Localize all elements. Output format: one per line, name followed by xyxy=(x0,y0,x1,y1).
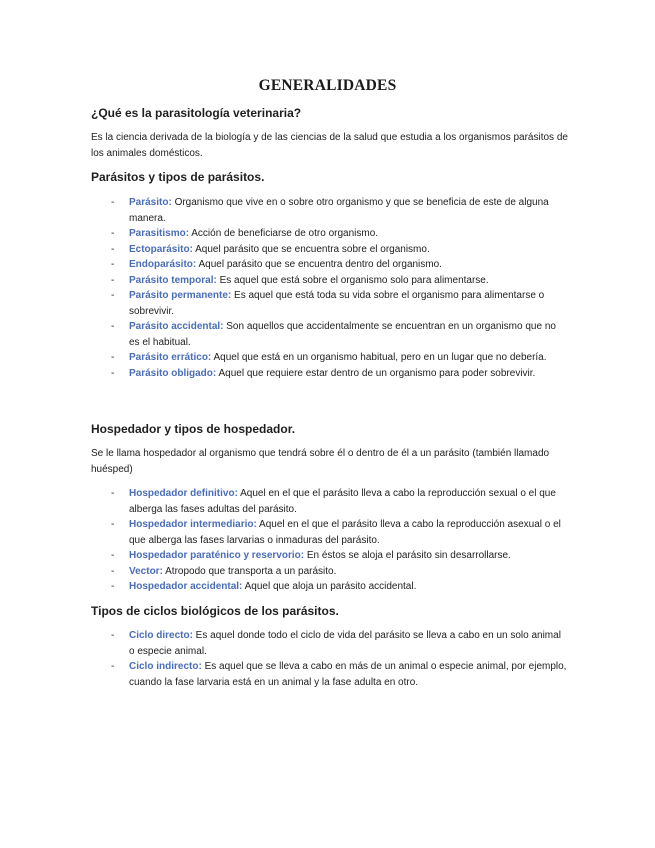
list-item: - Endoparásito: Aquel parásito que se encuentra dentro del organismo. xyxy=(111,259,442,270)
list-item-text: Aquel que aloja un parásito accidental. xyxy=(242,581,417,592)
list-item: - Parasitismo: Acción de beneficiarse de otro organismo. xyxy=(111,228,379,239)
list-item-text: Es aquel que está sobre el organismo solo para alimentarse. xyxy=(216,274,489,286)
list-item: - Ectoparásito: Aquel parásito que se encuentra sobre el organismo. xyxy=(111,243,430,255)
list-item: - Parásito: Organismo que vive en o sobre otro organismo y que se beneficia de este de alguna manera. xyxy=(111,197,549,224)
list-item-text: Aquel que requiere estar dentro de un organismo para poder sobrevivir. xyxy=(216,367,536,379)
list-item-text: Son aquellos que accidentalmente se encuentran en un organismo que no es el habitual. xyxy=(129,321,556,348)
section-heading-ciclos: Tipos de ciclos biológicos de los parásitos. xyxy=(91,604,339,618)
list-item: - Parásito errático: Aquel que está en un organismo habitual, pero en un lugar que no debería. xyxy=(111,352,547,363)
list-item-term: Ectoparásito: xyxy=(129,243,193,255)
list-item-text: Es aquel que está toda su vida sobre el organismo para alimentarse o sobrevivir. xyxy=(129,290,545,317)
list-item-term: Ciclo directo: xyxy=(129,630,193,641)
list-item-term: Hospedador definitivo: xyxy=(129,488,238,499)
list-item: - Hospedador paraténico y reservorio: En éstos se aloja el parásito sin desarrollarse. xyxy=(111,550,511,561)
list-item-text: Es aquel que se lleva a cabo en más de un animal o especie animal, por ejemplo, cuando la fase larvaria está en un animal y la fase adulta en otro. xyxy=(129,661,567,688)
list-item: - Hospedador definitivo: Aquel en el que el parásito lleva a cabo la reproducción sexual o el que alberga las fases adultas del parásito. xyxy=(111,488,556,515)
list-item-term: Parásito permanente: xyxy=(129,290,232,301)
list-item-term: Hospedador accidental: xyxy=(129,581,243,592)
list-item: - Parásito temporal: Es aquel que está sobre el organismo solo para alimentarse. xyxy=(111,274,489,286)
list-item-text: Aquel que está en un organismo habitual, pero en un lugar que no debería. xyxy=(211,352,547,363)
list-item: - Ciclo directo: Es aquel donde todo el ciclo de vida del parásito se lleva a cabo en un solo animal o especie animal. xyxy=(111,630,561,657)
list-item-term: Vector: xyxy=(129,565,163,577)
section-heading-parasitos: Parásitos y tipos de parásitos. xyxy=(91,170,265,184)
parasite-types-list xyxy=(0,195,569,381)
list-item-text: En éstos se aloja el parásito sin desarrollarse. xyxy=(304,550,511,561)
section-heading-hospedador: Hospedador y tipos de hospedador. xyxy=(91,422,296,436)
list-item: - Parásito permanente: Es aquel que está toda su vida sobre el organismo para alimentarse o sobrevivir. xyxy=(111,290,545,317)
host-types-list xyxy=(0,486,569,595)
list-item-term: Parásito accidental: xyxy=(129,321,224,332)
list-item-text: Es aquel donde todo el ciclo de vida del parásito se lleva a cabo en un solo animal o especie animal. xyxy=(129,630,561,657)
list-item-term: Endoparásito: xyxy=(129,259,197,270)
list-item-text: Atropodo que transporta a un parásito. xyxy=(162,565,337,577)
list-item-term: Parasitismo: xyxy=(129,228,190,239)
list-item-term: Hospedador paraténico y reservorio: xyxy=(129,550,305,561)
cycle-types-list xyxy=(0,628,569,690)
list-item: - Parásito obligado: Aquel que requiere estar dentro de un organismo para poder sobrevivir. xyxy=(111,367,536,379)
list-item-text: Aquel parásito que se encuentra sobre el organismo. xyxy=(192,243,430,255)
list-item: - Vector: Atropodo que transporta a un parásito. xyxy=(111,565,337,577)
list-item-term: Hospedador intermediario: xyxy=(129,519,257,530)
list-item-text: Aquel parásito que se encuentra dentro del organismo. xyxy=(196,259,442,270)
page-title: GENERALIDADES xyxy=(258,77,397,94)
list-item-term: Parásito: xyxy=(129,197,172,208)
list-item-term: Parásito obligado: xyxy=(129,367,217,379)
list-item-term: Ciclo indirecto: xyxy=(129,661,202,672)
list-item: - Hospedador accidental: Aquel que aloja un parásito accidental. xyxy=(111,581,417,592)
list-item-term: Parásito errático: xyxy=(129,352,212,363)
list-item: - Parásito accidental: Son aquellos que accidentalmente se encuentran en un organismo que no es el habitual. xyxy=(111,321,556,348)
section-paragraph-hospedador: Se le llama hospedador al organismo que tendrá sobre él o dentro de él a un parásito (también llamado huésped) xyxy=(91,448,550,475)
list-item: - Ciclo indirecto: Es aquel que se lleva a cabo en más de un animal o especie animal, por ejemplo, cuando la fase larvaria está en un animal y la fase adulta en otro. xyxy=(111,661,567,688)
list-item-text: Aquel en el que el parásito lleva a cabo la reproducción asexual o el que alberga las fases larvarias o inmaduras del parásito. xyxy=(129,519,561,546)
list-item-text: Acción de beneficiarse de otro organismo. xyxy=(189,228,379,239)
section-paragraph-parasitologia: Es la ciencia derivada de la biología y de las ciencias de la salud que estudia a los organismos parásitos de los animales domésticos. xyxy=(91,132,568,159)
list-item-text: Aquel en el que el parásito lleva a cabo la reproducción sexual o el que alberga las fases adultas del parásito. xyxy=(129,488,556,515)
section-heading-parasitologia: ¿Qué es la parasitología veterinaria? xyxy=(91,106,302,120)
list-item-text: Organismo que vive en o sobre otro organismo y que se beneficia de este de alguna manera. xyxy=(129,197,549,224)
list-item: - Hospedador intermediario: Aquel en el que el parásito lleva a cabo la reproducción asexual o el que alberga las fases larvarias o inmaduras del parásito. xyxy=(111,519,561,546)
list-item-term: Parásito temporal: xyxy=(129,274,217,286)
